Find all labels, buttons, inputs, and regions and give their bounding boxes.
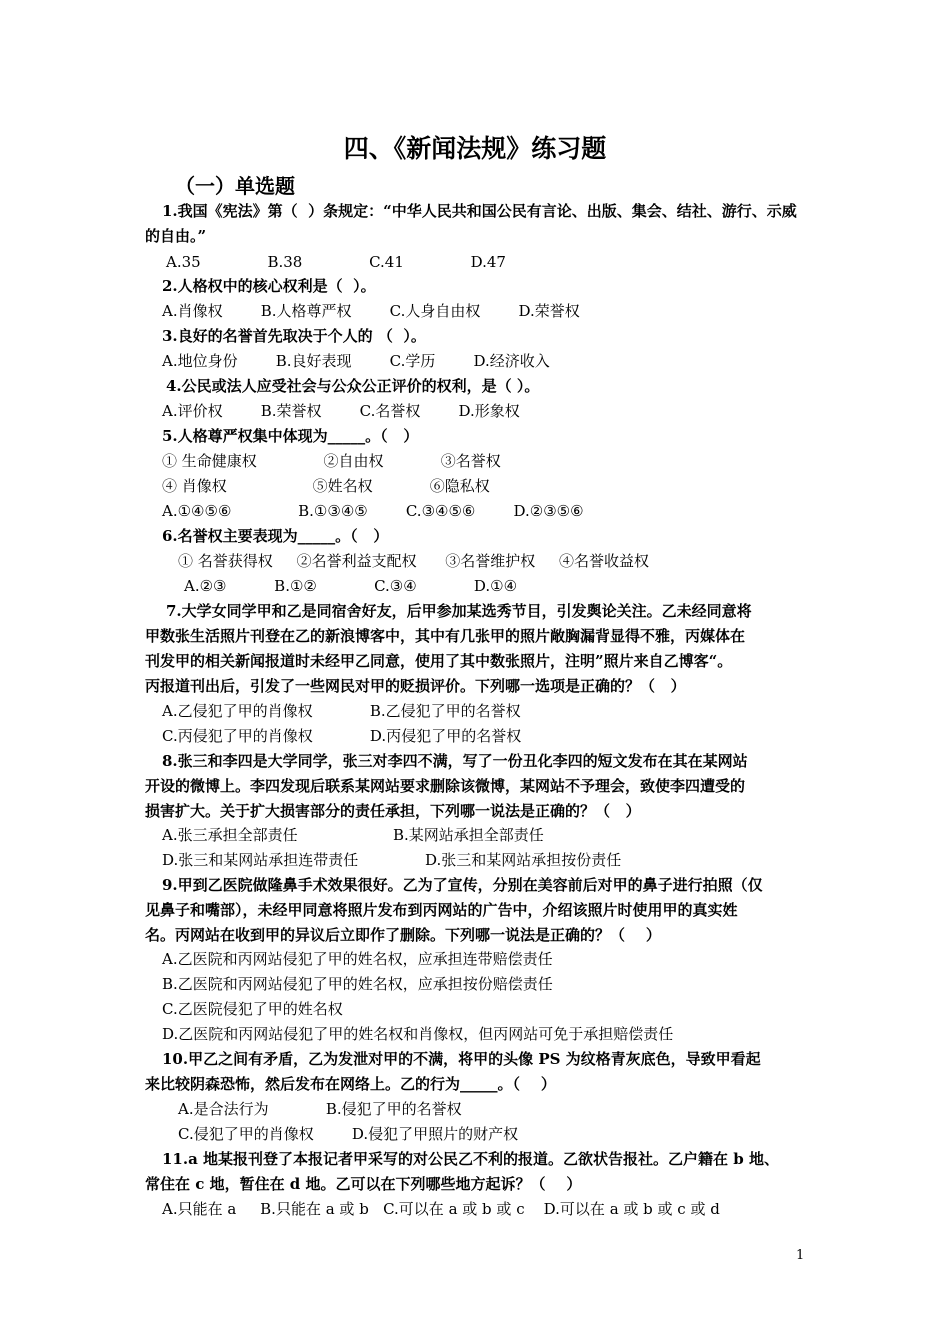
answer-option-line: D.乙医院和丙网站侵犯了甲的姓名权和肖像权，但丙网站可免于承担赔偿责任 bbox=[162, 1025, 674, 1043]
answer-option-line: A.①④⑤⑥ B.①③④⑤ C.③④⑤⑥ D.②③⑤⑥ bbox=[162, 502, 584, 520]
question-text-line: 名。丙网站在收到甲的异议后立即作了删除。下列哪一说法是正确的？（ ） bbox=[145, 926, 661, 944]
answer-option-line: A.评价权 B.荣誉权 C.名誉权 D.形象权 bbox=[162, 402, 520, 420]
section-heading: （一）单选题 bbox=[175, 174, 295, 198]
question-text-line: 见鼻子和嘴部），未经甲同意将照片发布到丙网站的广告中，介绍该照片时使用甲的真实姓 bbox=[145, 901, 738, 919]
question-text-line: 常住在 c 地，暂住在 d 地。乙可以在下列哪些地方起诉？（ ） bbox=[145, 1175, 582, 1193]
question-text-line: 丙报道刊出后，引发了一些网民对甲的贬损评价。下列哪一选项是正确的？（ ） bbox=[145, 677, 686, 695]
page-number: 1 bbox=[796, 1248, 805, 1263]
question-text-line: 的自由。” bbox=[145, 227, 207, 245]
question-text-line: 9.甲到乙医院做隆鼻手术效果很好。乙为了宣传，分别在美容前后对甲的鼻子进行拍照（仅 bbox=[162, 876, 763, 894]
question-text-line: 3.良好的名誉首先取决于个人的 （ ）。 bbox=[162, 327, 426, 345]
answer-option-line: ④ 肖像权 ⑤姓名权 ⑥隐私权 bbox=[162, 477, 490, 495]
answer-option-line: B.乙医院和丙网站侵犯了甲的姓名权，应承担按份赔偿责任 bbox=[162, 975, 553, 993]
question-text-line: 刊发甲的相关新闻报道时未经甲乙同意，使用了其中数张照片，注明”照片来自乙博客“。 bbox=[145, 652, 733, 670]
question-text-line: 开设的微博上。李四发现后联系某网站要求删除该微博，某网站不予理会，致使李四遭受的 bbox=[145, 777, 746, 795]
answer-option-line: C.丙侵犯了甲的肖像权 D.丙侵犯了甲的名誉权 bbox=[162, 727, 522, 745]
question-text-line: 11.a 地某报刊登了本报记者甲采写的对公民乙不利的报道。乙欲状告报社。乙户籍在 b 地、 bbox=[162, 1150, 779, 1168]
question-text-line: 4.公民或法人应受社会与公众公正评价的权利，是（ ）。 bbox=[166, 377, 540, 395]
answer-option-line: A.②③ B.①② C.③④ D.①④ bbox=[184, 577, 518, 595]
question-text-line: 5.人格尊严权集中体现为_____。（ ） bbox=[162, 427, 419, 445]
answer-option-line: A.张三承担全部责任 B.某网站承担全部责任 bbox=[162, 826, 544, 844]
answer-option-line: D.张三和某网站承担连带责任 D.张三和某网站承担按份责任 bbox=[162, 851, 622, 869]
question-text-line: 7.大学女同学甲和乙是同宿舍好友，后甲参加某选秀节目，引发舆论关注。乙未经同意将 bbox=[166, 602, 752, 620]
answer-option-line: A.是合法行为 B.侵犯了甲的名誉权 bbox=[178, 1100, 462, 1118]
answer-option-line: A.肖像权 B.人格尊严权 C.人身自由权 D.荣誉权 bbox=[162, 302, 580, 320]
question-text-line: 6.名誉权主要表现为_____。（ ） bbox=[162, 527, 389, 545]
answer-option-line: ① 名誉获得权 ②名誉利益支配权 ③名誉维护权 ④名誉收益权 bbox=[178, 552, 650, 570]
question-text-line: 甲数张生活照片刊登在乙的新浪博客中，其中有几张甲的照片敞胸漏背显得不雅，丙媒体在 bbox=[145, 627, 746, 645]
answer-option-line: ① 生命健康权 ②自由权 ③名誉权 bbox=[162, 452, 501, 470]
question-text-line: 损害扩大。关于扩大损害部分的责任承担，下列哪一说法是正确的？（ ） bbox=[145, 802, 641, 820]
page-title: 四、《新闻法规》练习题 bbox=[343, 134, 607, 163]
answer-option-line: C.侵犯了甲的肖像权 D.侵犯了甲照片的财产权 bbox=[178, 1125, 519, 1143]
question-text-line: 10.甲乙之间有矛盾，乙为发泄对甲的不满，将甲的头像 PS 为纹格青灰底色，导致甲看起 bbox=[162, 1050, 761, 1068]
question-text-line: 8.张三和李四是大学同学，张三对李四不满，写了一份丑化李四的短文发布在其在某网站 bbox=[162, 752, 748, 770]
answer-option-line: A.只能在 a B.只能在 a 或 b C.可以在 a 或 b 或 c D.可以在 a 或 b 或 c 或 d bbox=[162, 1200, 720, 1218]
question-text-line: 来比较阴森恐怖，然后发布在网络上。乙的行为_____。（ ） bbox=[145, 1075, 556, 1093]
question-text-line: 2.人格权中的核心权利是（ ）。 bbox=[162, 277, 376, 295]
answer-option-line: C.乙医院侵犯了甲的姓名权 bbox=[162, 1000, 343, 1018]
answer-option-line: A.乙侵犯了甲的肖像权 B.乙侵犯了甲的名誉权 bbox=[162, 702, 521, 720]
answer-option-line: A.乙医院和丙网站侵犯了甲的姓名权，应承担连带赔偿责任 bbox=[162, 950, 553, 968]
answer-option-line: A.35 B.38 C.41 D.47 bbox=[166, 253, 506, 271]
question-text-line: 1.我国《宪法》第（ ）条规定：“中华人民共和国公民有言论、出版、集会、结社、游行、示威 bbox=[162, 202, 797, 220]
answer-option-line: A.地位身份 B.良好表现 C.学历 D.经济收入 bbox=[162, 352, 550, 370]
